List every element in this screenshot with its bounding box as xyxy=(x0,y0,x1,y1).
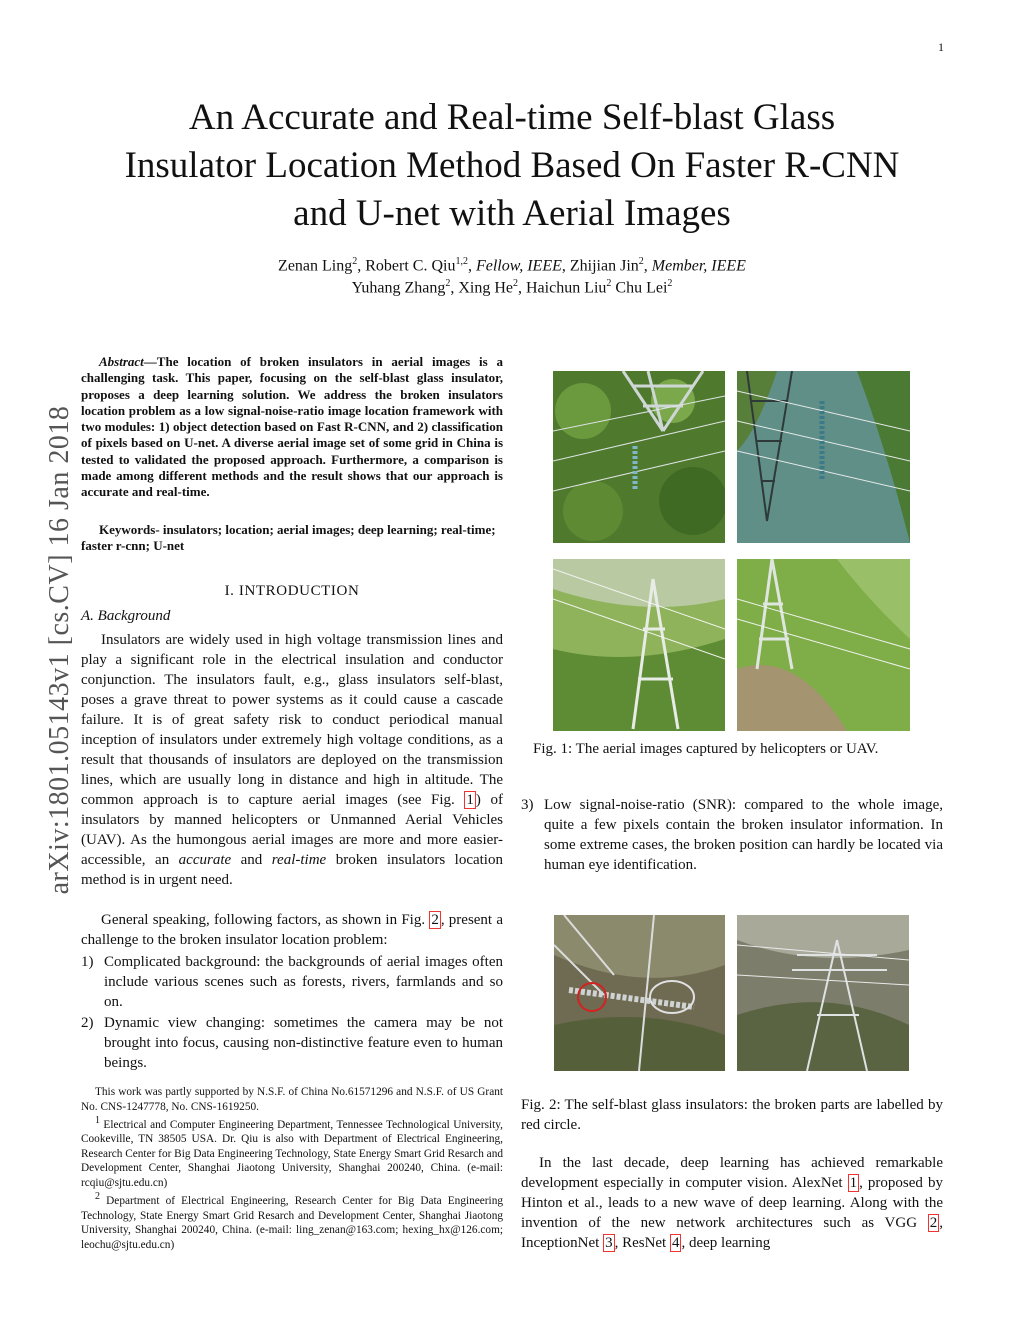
text-run: ) of insulators by manned helicopters or Unmanned Aerial Vehicles (UAV). As the humongous aerial images are more and more easier-accessible, an xyxy=(81,792,503,868)
author-name: Chu Lei xyxy=(615,279,668,297)
funding-footnote: This work was partly supported by N.S.F. of China No.61571296 and N.S.F. of US Grant No. CNS-1247778, No. CNS-1619250. xyxy=(81,1086,503,1113)
author-name: Robert C. Qiu xyxy=(365,257,456,275)
tree-canopy xyxy=(659,467,725,535)
author-role: Fellow, IEEE xyxy=(475,257,562,275)
text-run: General speaking, following factors, as shown in Fig. xyxy=(101,912,430,928)
tree-canopy xyxy=(563,481,623,541)
aerial-photo-crops-tower xyxy=(737,559,910,731)
list-number: 3) xyxy=(521,797,534,813)
abstract-text: —The location of broken insulators in aerial images is a challenging task. This paper, focusing on the self-blast glass insulator, proposes a deep learning solution. We address the broken insulators location problem as a low signal-noise-ratio image location framework with two modules: 1) object detection based on Fast R-CNN, and 2) classification of pixels based on U-net. A diverse aerial image set of some grid in China is tested to validated the proposed approach. Furthermore, a comparison is made among different methods and the result shows that our approach is accurate and real-time. xyxy=(81,354,503,500)
body-paragraph xyxy=(81,910,503,950)
affiliation-footnote-1 xyxy=(81,1114,503,1190)
tree-canopy xyxy=(555,383,611,439)
affiliation-mark: 2 xyxy=(445,278,451,289)
figure-reference-link[interactable]: 2 xyxy=(431,912,439,928)
list-number: 1) xyxy=(81,954,94,970)
text-run: , present a challenge to the broken insulator location problem: xyxy=(81,912,503,948)
text-run: and xyxy=(231,852,272,868)
footnotes xyxy=(81,1085,503,1252)
body-paragraph xyxy=(81,630,503,890)
aerial-photo-broken-insulator xyxy=(554,915,725,1071)
text-run: , deep learning xyxy=(681,1235,771,1251)
list-text: Complicated background: the backgrounds of aerial images often include various scenes such as forests, rivers, farmlands and so on. xyxy=(104,954,503,1010)
list-item xyxy=(81,952,503,1012)
author-name: Xing He xyxy=(458,279,513,297)
author-name: Zhijian Jin xyxy=(569,257,639,275)
aerial-photo-forest-tower xyxy=(553,371,725,543)
list-number: 2) xyxy=(81,1015,94,1031)
aerial-photo-farmland-tower xyxy=(553,559,725,731)
page-number: 1 xyxy=(938,40,944,54)
aerial-photo-river-tower xyxy=(737,371,910,543)
text-run: broken insulators location method is in urgent need. xyxy=(81,852,503,888)
figure-1-caption: Fig. 1: The aerial images captured by helicopters or UAV. xyxy=(533,741,879,757)
abstract xyxy=(81,354,503,501)
authors-line-1: Zenan Ling$^2$, Robert C. Qiu$^{1,2}$, Fellow, IEEE, Zhijian Jin$^2$, Member, IEEE xyxy=(278,256,746,275)
list-text: Low signal-noise-ratio (SNR): compared to the whole image, quite a few pixels contain the broken insulator information. In some extreme cases, the broken position can hardly be located via human eye identification. xyxy=(544,797,943,873)
text-run: , InceptionNet xyxy=(521,1215,943,1251)
arxiv-identifier[interactable]: arXiv:1801.05143v1 [cs.CV] 16 Jan 2018 xyxy=(44,405,75,895)
emphasis: accurate xyxy=(178,852,232,868)
authors-line-2: Yuhang Zhang$^2$, Xing He$^2$, Haichun Liu$^2$ Chu Lei$^2$ xyxy=(351,278,673,297)
broken-insulator-illustration xyxy=(554,915,725,1071)
subsection-heading: A. Background xyxy=(81,608,171,624)
title-line-3: and U-net with Aerial Images xyxy=(293,193,731,234)
footnote-mark: 1 xyxy=(95,1115,100,1126)
citation-link[interactable]: 2 xyxy=(929,1215,938,1231)
footnote-text: Electrical and Computer Engineering Department, Tennessee Technological University, Cookeville, TN 38505 USA. Dr. Qiu is also with Department of Electrical Engineering, Research Center for Big Data Engineering Technology, State Energy Smart Grid Resarch and Development Center, Shanghai Jiaotong University, Shanghai 200240, China. (e-mail: rcqiu@sjtu.edu.cn) xyxy=(81,1118,503,1189)
crops-photo-illustration xyxy=(737,559,910,731)
text-run: In the last decade, deep learning has achieved remarkable development especially in computer vision. AlexNet xyxy=(521,1155,943,1191)
affiliation-mark: 2 xyxy=(513,278,518,289)
affiliation-footnote-2 xyxy=(81,1190,503,1252)
text-run: Insulators are widely used in high voltage transmission lines and play a significant role in the electrical insulation and conductor conjunction. The insulators fault, e.g., glass insulators self-blast, poses a grave threat to power systems as it could cause a cascade failure. It is of great safety risk to conduct periodical manual inception of insulators under extremely high voltage conditions, as a result that thousands of insulators are deployed on the transmission lines, which are usually long in distance and high in altitude. The common approach is to capture aerial images (see Fig. xyxy=(81,632,503,808)
footnote-text: Department of Electrical Engineering, Research Center for Big Data Engineering Technology, State Energy Smart Grid Resarch and Development Center, Shanghai Jiaotong University, Shanghai 200240, China. (e-mail: ling_zenan@163.com; hexing_hx@126.com; leochu@sjtu.edu.cn) xyxy=(81,1195,503,1251)
citation-link[interactable]: 1 xyxy=(849,1175,858,1191)
affiliation-mark: 2 xyxy=(667,278,673,289)
affiliation-mark: 1,2 xyxy=(455,256,468,267)
text-run: , proposed by Hinton et al., leads to a new wave of deep learning. Along with the invention of the new network architectures such as VGG xyxy=(521,1175,943,1231)
citation-link[interactable]: 4 xyxy=(671,1235,680,1251)
text-run: , ResNet xyxy=(614,1235,670,1251)
footnote-mark: 2 xyxy=(95,1191,100,1203)
affiliation-mark: 2 xyxy=(638,256,644,267)
mountain-tower-illustration xyxy=(737,915,909,1071)
list-text: Dynamic view changing: sometimes the camera may be not brought into focus, causing non-distinctive feature even to human beings. xyxy=(104,1015,503,1071)
aerial-photo-mountain-tower xyxy=(737,915,909,1071)
list-item xyxy=(521,795,943,875)
title-line-1: An Accurate and Real-time Self-blast Glass xyxy=(188,97,836,138)
list-item xyxy=(81,1013,503,1073)
author-name: Yuhang Zhang xyxy=(351,279,446,297)
keywords: Keywords- insulators; location; aerial images; deep learning; real-time; faster r-cnn; U-net xyxy=(81,522,496,554)
section-heading: I. INTRODUCTION xyxy=(224,583,360,599)
paper-title xyxy=(60,94,964,238)
farmland-photo-illustration xyxy=(553,559,725,731)
river-photo-illustration xyxy=(737,371,910,543)
author-name: Zenan Ling xyxy=(278,257,353,275)
figure-reference-link[interactable]: 1 xyxy=(466,792,474,808)
title-line-2: Insulator Location Method Based On Faster R-CNN xyxy=(124,145,900,186)
body-paragraph xyxy=(521,1153,943,1253)
emphasis: real-time xyxy=(271,852,327,868)
figure-2-caption: Fig. 2: The self-blast glass insulators: the broken parts are labelled by red circle. xyxy=(521,1097,943,1133)
affiliation-mark: 2 xyxy=(352,256,358,267)
abstract-lead: Abstract xyxy=(99,354,144,369)
affiliation-mark: 2 xyxy=(606,278,612,289)
author-name: Haichun Liu xyxy=(526,279,607,297)
forest-photo-illustration xyxy=(553,371,725,543)
citation-link[interactable]: 3 xyxy=(605,1235,613,1251)
author-role: Member, IEEE xyxy=(651,257,746,275)
